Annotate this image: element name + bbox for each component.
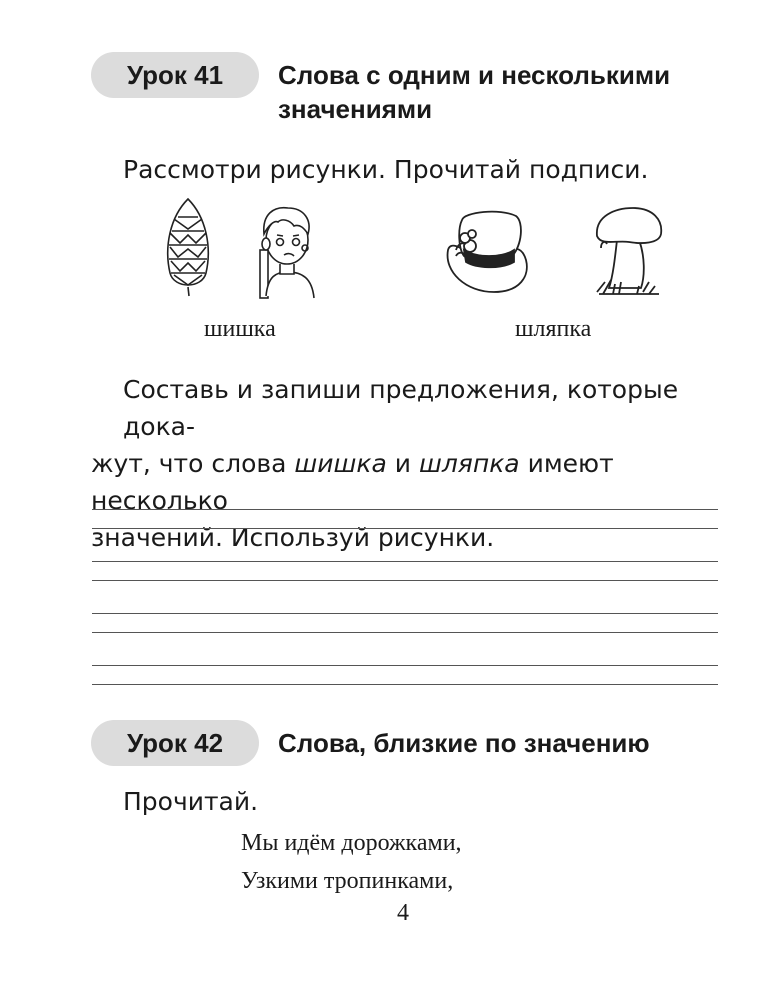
task2-line1: Составь и запиши предложения, которые дока- — [123, 375, 679, 441]
writing-line[interactable] — [92, 580, 718, 581]
lesson-42-task: Прочитай. — [123, 787, 259, 816]
task2-line2-c: имеют несколько — [91, 449, 614, 515]
writing-line[interactable] — [92, 665, 718, 666]
writing-line[interactable] — [92, 684, 718, 685]
mushroom-illustration — [593, 206, 665, 298]
caption-pinecone: шишка — [204, 316, 276, 342]
caption-hat: шляпка — [515, 316, 592, 342]
writing-line[interactable] — [92, 509, 718, 510]
writing-line[interactable] — [92, 561, 718, 562]
lesson-41-task1: Рассмотри рисунки. Прочитай подписи. — [123, 155, 649, 184]
word-shishka: шишка — [294, 449, 387, 478]
lesson-41-title-line2: значениями — [278, 94, 433, 124]
task2-line2-a: жут, что слова — [91, 449, 295, 478]
word-shlyapka: шляпка — [418, 449, 520, 478]
task2-line3: значений. Используй рисунки. — [91, 523, 495, 552]
lesson-42-label: Урок 42 — [91, 720, 259, 766]
hat-illustration — [442, 206, 532, 298]
poem — [241, 824, 462, 900]
lesson-41-title-line1: Слова с одним и несколькими — [278, 60, 671, 90]
lesson-42-title: Слова, близкие по значению — [278, 728, 650, 758]
task2-line2 — [91, 445, 731, 519]
writing-line[interactable] — [92, 528, 718, 529]
lesson-41-title — [278, 58, 670, 126]
writing-line[interactable] — [92, 632, 718, 633]
task2-line2-b: и — [386, 449, 419, 478]
page-number: 4 — [397, 900, 409, 926]
boy-illustration — [244, 200, 324, 300]
lesson-41-label: Урок 41 — [91, 52, 259, 98]
poem-line-1: Мы идём дорожками, — [241, 830, 462, 856]
writing-line[interactable] — [92, 613, 718, 614]
poem-line-2: Узкими тропинками, — [241, 868, 454, 894]
pinecone-illustration — [158, 195, 218, 299]
